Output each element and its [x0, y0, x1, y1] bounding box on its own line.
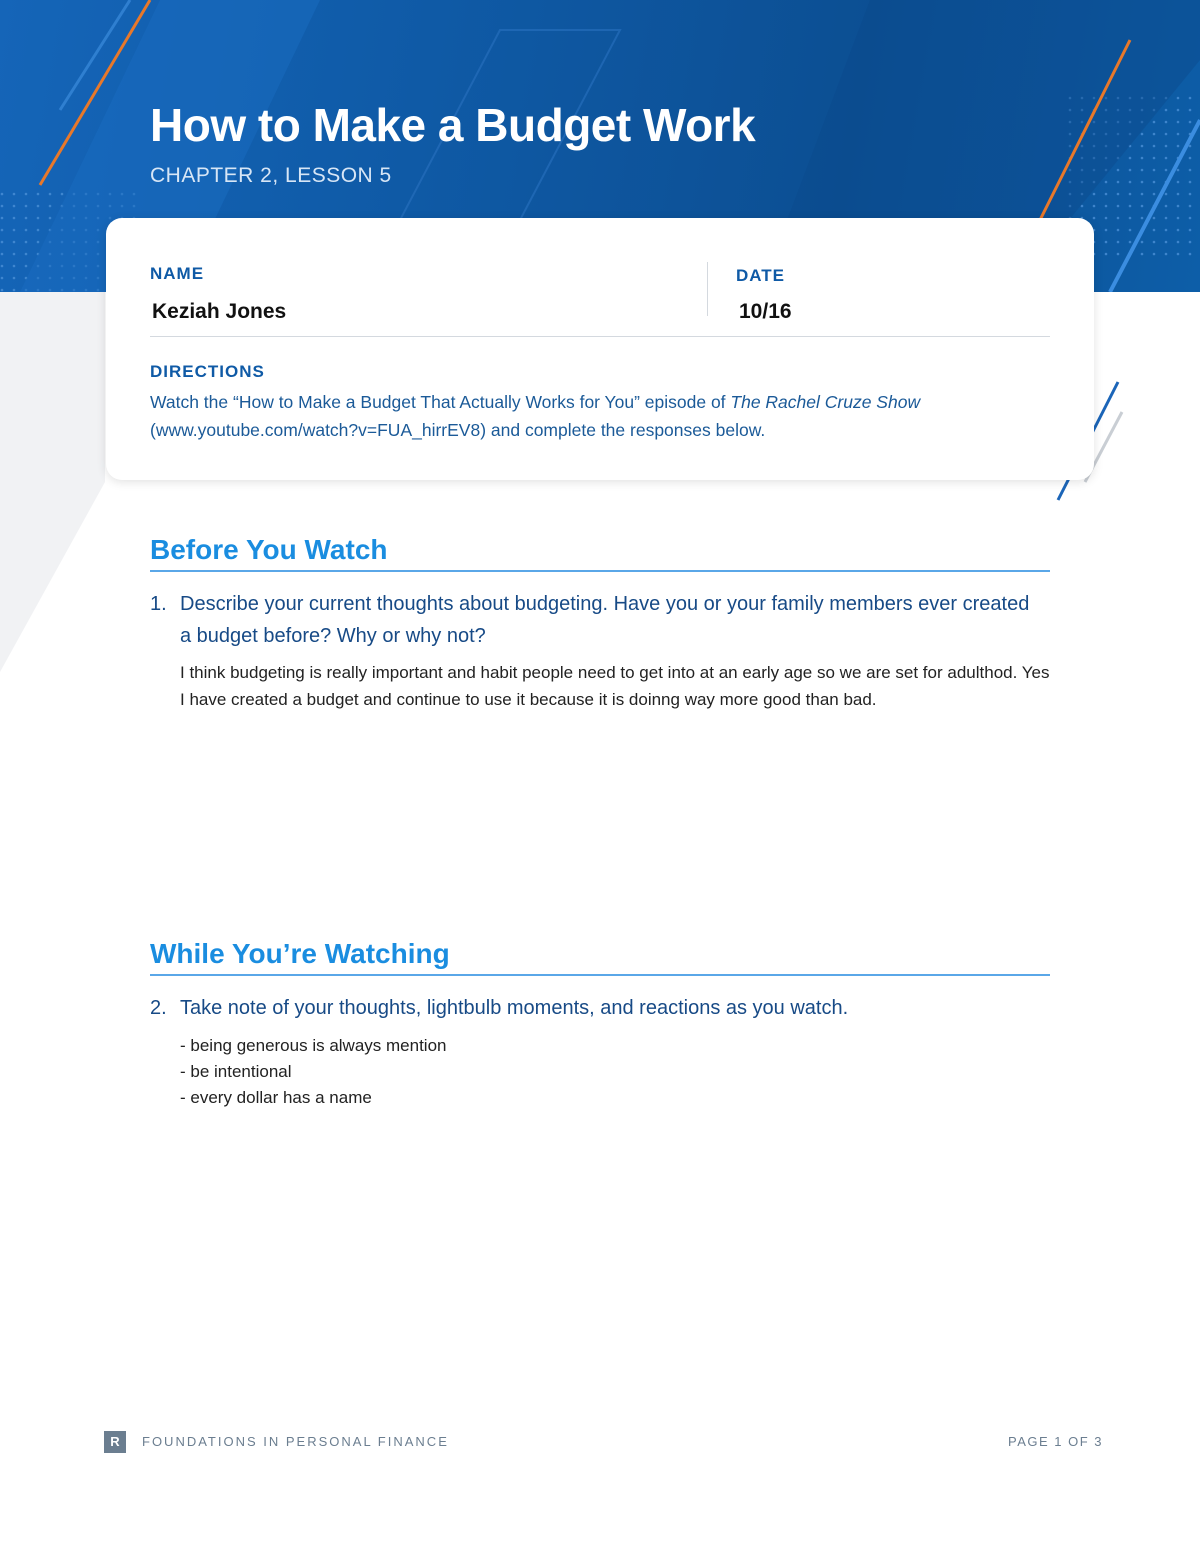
date-label: DATE	[736, 266, 786, 285]
student-info-card	[106, 218, 1094, 480]
section-title-while-watching: While You’re Watching	[150, 938, 450, 969]
directions-label: DIRECTIONS	[150, 362, 265, 381]
answer-1-field[interactable]: I think budgeting is really important and habit people need to get into at an early age so we are set for adulthod. Yes I have created a budget and continue to use it because it is doinng way more good than bad.	[180, 663, 1050, 709]
show-title: The Rachel Cruze Show	[730, 392, 921, 412]
footer-page-number: PAGE 1 OF 3	[1008, 1434, 1104, 1449]
name-field[interactable]: Keziah Jones	[152, 300, 287, 323]
chapter-lesson-subtitle: CHAPTER 2, LESSON 5	[150, 164, 392, 187]
footer-course-name: FOUNDATIONS IN PERSONAL FINANCE	[142, 1434, 449, 1449]
ramsey-logo-icon: R	[104, 1431, 126, 1453]
directions-text: Watch the “How to Make a Budget That Actually Works for You” episode of The Rachel Cruze Show (www.youtube.com/watch?v=FUA_hirrEV8) and complete the responses below.	[150, 392, 921, 440]
list-item: - being generous is always mention	[180, 1036, 447, 1055]
list-item: - every dollar has a name	[180, 1088, 372, 1107]
field-separator	[707, 262, 708, 316]
question-number: 1.	[150, 593, 167, 615]
question-number: 2.	[150, 997, 167, 1019]
section-rule	[150, 974, 1050, 976]
name-label: NAME	[150, 264, 205, 283]
question-text: Take note of your thoughts, lightbulb moments, and reactions as you watch.	[180, 997, 849, 1019]
question-text: Describe your current thoughts about budgeting. Have you or your family members ever created a budget before? Why or why not?	[180, 593, 1030, 647]
card-divider	[150, 336, 1050, 337]
question-1	[150, 588, 1030, 652]
answer-2-field[interactable]	[180, 1033, 446, 1111]
section-rule	[150, 570, 1050, 572]
page-title: How to Make a Budget Work	[150, 99, 756, 151]
section-title-before-you-watch: Before You Watch	[150, 534, 388, 565]
list-item: - be intentional	[180, 1062, 292, 1081]
date-field[interactable]: 10/16	[739, 300, 792, 323]
question-2	[150, 992, 1030, 1024]
